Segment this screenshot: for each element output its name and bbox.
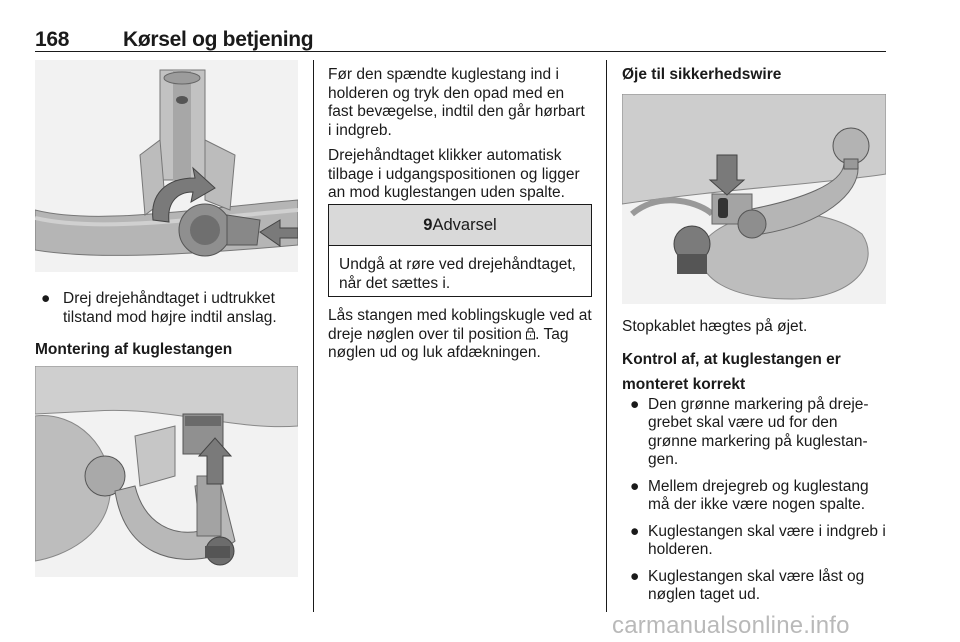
list-item bbox=[622, 523, 888, 560]
lock-position-icon bbox=[526, 326, 535, 340]
bullet-text: Mellem drejegreb og kuglestang må der ikke være nogen spalte. bbox=[648, 477, 869, 513]
bullet-text: Den grønne markering på drejegrebet skal være ud for den grønne markering på kuglestangen. bbox=[648, 395, 869, 468]
list-item bbox=[622, 568, 888, 605]
illustration-safety-eye bbox=[622, 94, 886, 304]
bullet-dot: ● bbox=[630, 567, 640, 585]
warning-header bbox=[329, 205, 591, 246]
bullet-text: Kuglestangen skal være i indgreb i holderen. bbox=[648, 522, 886, 558]
list-item bbox=[622, 478, 888, 515]
figure-turn-handle bbox=[35, 60, 298, 272]
warning-icon: 9 bbox=[423, 216, 433, 234]
section-heading-line-1: Kontrol af, at kuglestangen er bbox=[622, 350, 841, 368]
bullet-dot: ● bbox=[630, 477, 640, 495]
bullet-text: Drej drejehåndtaget i udtrukket tilstand mod højre indtil anslag. bbox=[63, 290, 277, 326]
figure-safety-eye bbox=[622, 94, 886, 304]
list-item bbox=[35, 290, 298, 327]
figure-mounting bbox=[35, 366, 298, 577]
chapter-title: Kørsel og betjening bbox=[123, 28, 314, 51]
watermark[interactable]: carmanualsonline.info bbox=[612, 612, 850, 639]
right-column-top bbox=[622, 66, 888, 92]
paragraph: Før den spændte kuglestang ind i holderen og tryk den opad med en fast bevægelse, indtil den går hørbart i indgreb. bbox=[328, 66, 585, 139]
middle-column bbox=[328, 66, 592, 210]
bullet-dot: ● bbox=[630, 522, 640, 540]
column-divider-1 bbox=[313, 60, 314, 612]
bullet-dot: ● bbox=[630, 395, 640, 413]
page-number: 168 bbox=[35, 28, 70, 51]
paragraph-lock bbox=[328, 307, 592, 363]
bullet-dot: ● bbox=[41, 290, 51, 307]
header-rule bbox=[35, 51, 886, 52]
paragraph: Drejehåndtaget klikker automatisk tilbage i udgangspositionen og ligger an mod kuglestangen uden spalte. bbox=[328, 147, 580, 201]
section-heading-line-2: monteret korrekt bbox=[622, 376, 746, 393]
illustration-mounting bbox=[35, 366, 298, 577]
section-heading: Øje til sikkerhedswire bbox=[622, 66, 782, 83]
paragraph: Stopkablet hægtes på øjet. bbox=[622, 318, 808, 335]
list-item bbox=[622, 396, 888, 470]
page-header bbox=[35, 28, 886, 52]
left-column bbox=[35, 290, 298, 367]
warning-text: Undgå at røre ved drejehåndtaget, når det sættes i. bbox=[339, 256, 576, 292]
middle-column-lower bbox=[328, 307, 592, 370]
right-column bbox=[622, 318, 888, 613]
paragraph-text: Lås stangen med koblingskugle ved at dreje nøglen over til position bbox=[328, 307, 592, 343]
paragraph-text: . Tag nøglen ud og luk afdækningen. bbox=[328, 325, 569, 361]
section-heading: Montering af kuglestangen bbox=[35, 341, 233, 358]
warning-title: Advarsel bbox=[432, 216, 497, 234]
bullet-text: Kuglestangen skal være låst og nøglen taget ud. bbox=[648, 567, 865, 603]
illustration-turn-handle bbox=[35, 60, 298, 272]
warning-box bbox=[328, 204, 592, 297]
column-divider-2 bbox=[606, 60, 607, 612]
